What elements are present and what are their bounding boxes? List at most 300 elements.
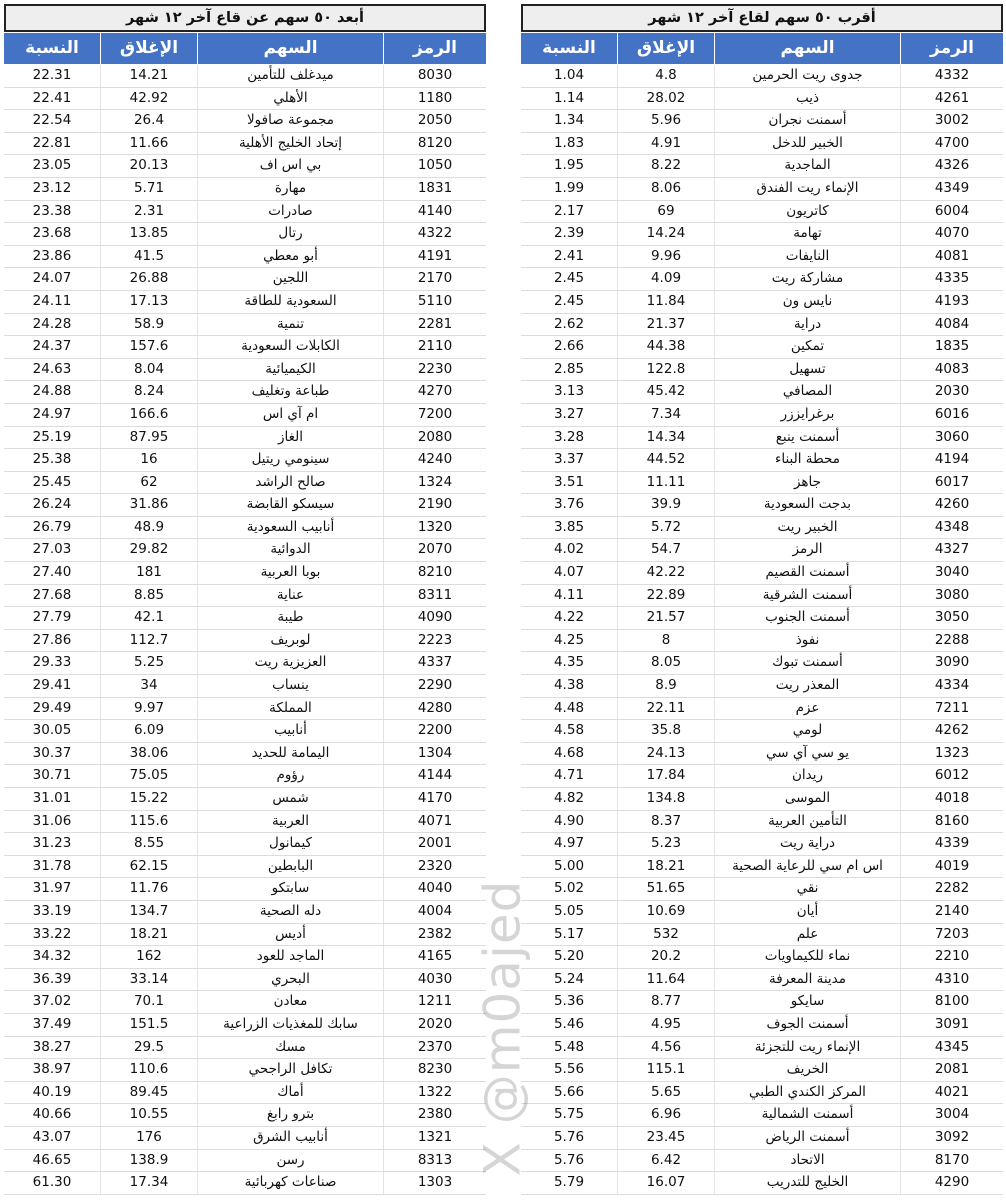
table-row	[4, 314, 486, 337]
stock-header: السهم	[198, 33, 384, 64]
table-row	[521, 223, 1003, 246]
symbol-cell: 4194	[934, 451, 970, 468]
table-row	[4, 246, 486, 269]
stock-cell: الخريف	[715, 1059, 901, 1081]
symbol-cell: 8311	[417, 586, 453, 603]
close-cell: 11.84	[618, 291, 715, 313]
ratio-cell: 2.39	[521, 223, 618, 245]
close-cell: 110.6	[101, 1059, 198, 1081]
ratio-cell: 3.28	[521, 427, 618, 449]
ratio-cell: 3.85	[521, 517, 618, 539]
close-cell: 8.85	[101, 585, 198, 607]
close-cell: 112.7	[101, 630, 198, 652]
stock-cell: نقي	[715, 878, 901, 900]
close-cell: 58.9	[101, 314, 198, 336]
symbol-cell: 3080	[934, 586, 970, 603]
close-cell: 8.05	[618, 652, 715, 674]
symbol-cell: 8170	[934, 1151, 970, 1168]
ratio-cell: 29.49	[4, 698, 101, 720]
close-cell: 16	[101, 449, 198, 471]
stock-cell: صالح الراشد	[198, 472, 384, 494]
ratio-cell: 3.51	[521, 472, 618, 494]
table-row	[4, 1150, 486, 1173]
ratio-cell: 22.81	[4, 133, 101, 155]
ratio-cell: 29.33	[4, 652, 101, 674]
table-row	[4, 720, 486, 743]
symbol-cell: 4021	[934, 1083, 970, 1100]
table-row	[4, 268, 486, 291]
table-row	[521, 675, 1003, 698]
symbol-cell: 4322	[417, 225, 453, 242]
farthest-table-header	[4, 33, 486, 64]
close-cell: 21.57	[618, 607, 715, 629]
stock-cell: أنابيب	[198, 720, 384, 742]
symbol-cell: 3092	[934, 1128, 970, 1145]
symbol-cell: 4270	[417, 383, 453, 400]
table-row	[4, 178, 486, 201]
table-row	[521, 381, 1003, 404]
ratio-cell: 29.41	[4, 675, 101, 697]
table-row	[521, 494, 1003, 517]
table-row	[521, 314, 1003, 337]
stock-cell: معادن	[198, 991, 384, 1013]
close-cell: 18.21	[101, 924, 198, 946]
table-row	[521, 1082, 1003, 1105]
table-row	[521, 427, 1003, 450]
ratio-cell: 31.06	[4, 811, 101, 833]
ratio-cell: 2.66	[521, 336, 618, 358]
stock-cell: يو سي آي سي	[715, 743, 901, 765]
stock-cell: لوبريف	[198, 630, 384, 652]
symbol-header: الرمز	[384, 33, 486, 64]
symbol-cell: 4260	[934, 496, 970, 513]
stock-cell: الإنماء ريت الفندق	[715, 178, 901, 200]
ratio-cell: 22.31	[4, 65, 101, 87]
symbol-cell: 8100	[934, 993, 970, 1010]
close-cell: 14.24	[618, 223, 715, 245]
ratio-cell: 3.37	[521, 449, 618, 471]
symbol-cell: 8313	[417, 1151, 453, 1168]
stock-cell: صناعات كهربائية	[198, 1172, 384, 1194]
close-cell: 11.64	[618, 969, 715, 991]
symbol-cell: 2110	[417, 338, 453, 355]
ratio-cell: 25.45	[4, 472, 101, 494]
table-row	[4, 1037, 486, 1060]
ratio-cell: 24.97	[4, 404, 101, 426]
close-cell: 8.04	[101, 359, 198, 381]
stock-cell: ذيب	[715, 88, 901, 110]
stock-cell: دراية ريت	[715, 833, 901, 855]
table-row	[521, 449, 1003, 472]
stock-cell: تسهيل	[715, 359, 901, 381]
table-row	[4, 1082, 486, 1105]
table-row	[4, 155, 486, 178]
close-cell: 29.82	[101, 539, 198, 561]
symbol-cell: 8120	[417, 134, 453, 151]
table-row	[521, 1127, 1003, 1150]
close-cell: 20.13	[101, 155, 198, 177]
ratio-cell: 31.97	[4, 878, 101, 900]
stock-cell: سينومي ريتيل	[198, 449, 384, 471]
close-cell: 8.24	[101, 381, 198, 403]
ratio-cell: 27.79	[4, 607, 101, 629]
close-cell: 16.07	[618, 1172, 715, 1194]
stock-cell: الماجد للعود	[198, 946, 384, 968]
stock-header: السهم	[715, 33, 901, 64]
close-cell: 22.11	[618, 698, 715, 720]
table-row	[521, 291, 1003, 314]
close-cell: 31.86	[101, 494, 198, 516]
symbol-cell: 3091	[934, 1015, 970, 1032]
symbol-cell: 4700	[934, 134, 970, 151]
stock-cell: الموسى	[715, 788, 901, 810]
close-cell: 62	[101, 472, 198, 494]
symbol-cell: 2370	[417, 1038, 453, 1055]
close-cell: 176	[101, 1127, 198, 1149]
stock-cell: العربية	[198, 811, 384, 833]
stock-cell: مجموعة صافولا	[198, 110, 384, 132]
table-row	[521, 336, 1003, 359]
stock-cell: شمس	[198, 788, 384, 810]
table-row	[521, 201, 1003, 224]
stock-cell: كيمانول	[198, 833, 384, 855]
table-row	[521, 155, 1003, 178]
symbol-cell: 1050	[417, 157, 453, 174]
table-row	[4, 1127, 486, 1150]
symbol-cell: 2200	[417, 722, 453, 739]
close-cell: 29.5	[101, 1037, 198, 1059]
symbol-cell: 4339	[934, 835, 970, 852]
close-cell: 11.76	[101, 878, 198, 900]
stock-cell: الخبير للدخل	[715, 133, 901, 155]
table-row	[4, 652, 486, 675]
table-row	[521, 720, 1003, 743]
table-row	[521, 539, 1003, 562]
symbol-cell: 2140	[934, 902, 970, 919]
table-row	[521, 359, 1003, 382]
stock-cell: بترو رابغ	[198, 1104, 384, 1126]
ratio-cell: 24.63	[4, 359, 101, 381]
symbol-cell: 4140	[417, 202, 453, 219]
symbol-cell: 4018	[934, 790, 970, 806]
ratio-cell: 25.19	[4, 427, 101, 449]
stock-cell: أديس	[198, 924, 384, 946]
table-row	[521, 562, 1003, 585]
symbol-cell: 2070	[417, 541, 453, 558]
table-row	[521, 517, 1003, 540]
ratio-cell: 23.86	[4, 246, 101, 268]
ratio-cell: 4.22	[521, 607, 618, 629]
table-row	[521, 698, 1003, 721]
stock-cell: رتال	[198, 223, 384, 245]
close-cell: 28.02	[618, 88, 715, 110]
ratio-cell: 30.37	[4, 743, 101, 765]
close-cell: 13.85	[101, 223, 198, 245]
symbol-cell: 2223	[417, 631, 453, 648]
ratio-cell: 1.83	[521, 133, 618, 155]
table-row	[521, 1037, 1003, 1060]
ratio-cell: 5.24	[521, 969, 618, 991]
ratio-cell: 3.27	[521, 404, 618, 426]
stock-cell: أسمنت الرياض	[715, 1127, 901, 1149]
table-row	[4, 607, 486, 630]
symbol-header: الرمز	[901, 33, 1003, 64]
ratio-cell: 22.41	[4, 88, 101, 110]
stock-cell: أسمنت الشمالية	[715, 1104, 901, 1126]
table-row	[4, 110, 486, 133]
stock-cell: صادرات	[198, 201, 384, 223]
stock-cell: جاهز	[715, 472, 901, 494]
table-row	[4, 494, 486, 517]
stock-cell: أنابيب الشرق	[198, 1127, 384, 1149]
table-row	[4, 991, 486, 1014]
stock-cell: العزيزية ريت	[198, 652, 384, 674]
ratio-cell: 27.40	[4, 562, 101, 584]
close-cell: 122.8	[618, 359, 715, 381]
ratio-cell: 31.23	[4, 833, 101, 855]
ratio-cell: 2.45	[521, 291, 618, 313]
symbol-cell: 2290	[417, 677, 453, 694]
stock-cell: تمكين	[715, 336, 901, 358]
close-cell: 4.09	[618, 268, 715, 290]
symbol-cell: 3050	[934, 609, 970, 626]
close-cell: 45.42	[618, 381, 715, 403]
ratio-cell: 33.22	[4, 924, 101, 946]
ratio-cell: 5.46	[521, 1014, 618, 1036]
ratio-cell: 1.99	[521, 178, 618, 200]
table-row	[4, 88, 486, 111]
symbol-cell: 2382	[417, 925, 453, 942]
symbol-cell: 4170	[417, 790, 453, 806]
ratio-cell: 1.14	[521, 88, 618, 110]
ratio-cell: 4.68	[521, 743, 618, 765]
ratio-cell: 40.66	[4, 1104, 101, 1126]
close-cell: 15.22	[101, 788, 198, 810]
close-cell: 18.21	[618, 856, 715, 878]
symbol-cell: 1180	[417, 89, 453, 106]
table-row	[4, 65, 486, 88]
symbol-cell: 4310	[934, 970, 970, 987]
stock-cell: اليمامة للحديد	[198, 743, 384, 765]
symbol-cell: 3060	[934, 428, 970, 445]
stock-cell: رؤوم	[198, 765, 384, 787]
stock-cell: عزم	[715, 698, 901, 720]
ratio-cell: 4.35	[521, 652, 618, 674]
stock-cell: ريدان	[715, 765, 901, 787]
ratio-cell: 4.38	[521, 675, 618, 697]
symbol-cell: 2170	[417, 270, 453, 287]
symbol-cell: 6012	[934, 767, 970, 784]
stock-cell: المملكة	[198, 698, 384, 720]
table-row	[4, 201, 486, 224]
symbol-cell: 4070	[934, 225, 970, 242]
ratio-cell: 25.38	[4, 449, 101, 471]
stock-cell: ينساب	[198, 675, 384, 697]
symbol-cell: 1321	[417, 1128, 453, 1145]
table-row	[4, 539, 486, 562]
stock-cell: كاتريون	[715, 201, 901, 223]
close-cell: 181	[101, 562, 198, 584]
table-row	[4, 788, 486, 811]
table-row	[4, 765, 486, 788]
table-row	[4, 404, 486, 427]
close-cell: 42.92	[101, 88, 198, 110]
ratio-cell: 40.19	[4, 1082, 101, 1104]
ratio-cell: 33.19	[4, 901, 101, 923]
stock-cell: برغرايززر	[715, 404, 901, 426]
ratio-cell: 2.85	[521, 359, 618, 381]
ratio-cell: 5.02	[521, 878, 618, 900]
ratio-cell: 24.07	[4, 268, 101, 290]
ratio-cell: 5.76	[521, 1150, 618, 1172]
ratio-cell: 5.48	[521, 1037, 618, 1059]
symbol-cell: 4191	[417, 247, 453, 264]
symbol-cell: 2190	[417, 496, 453, 513]
close-cell: 44.52	[618, 449, 715, 471]
stock-cell: البحري	[198, 969, 384, 991]
symbol-cell: 4081	[934, 247, 970, 264]
table-row	[4, 223, 486, 246]
ratio-cell: 24.37	[4, 336, 101, 358]
close-cell: 70.1	[101, 991, 198, 1013]
ratio-cell: 2.17	[521, 201, 618, 223]
ratio-cell: 4.58	[521, 720, 618, 742]
close-cell: 7.34	[618, 404, 715, 426]
ratio-cell: 38.27	[4, 1037, 101, 1059]
close-cell: 17.84	[618, 765, 715, 787]
stock-cell: أسمنت الشرقية	[715, 585, 901, 607]
symbol-cell: 4240	[417, 451, 453, 468]
close-cell: 26.4	[101, 110, 198, 132]
symbol-cell: 4084	[934, 315, 970, 332]
table-row	[521, 765, 1003, 788]
table-row	[4, 675, 486, 698]
close-cell: 22.89	[618, 585, 715, 607]
symbol-cell: 7203	[934, 925, 970, 942]
close-cell: 6.09	[101, 720, 198, 742]
symbol-cell: 7200	[417, 405, 453, 422]
table-row	[521, 88, 1003, 111]
ratio-cell: 37.02	[4, 991, 101, 1013]
close-cell: 10.69	[618, 901, 715, 923]
table-row	[4, 856, 486, 879]
symbol-cell: 3090	[934, 654, 970, 671]
stock-cell: ميدغلف للتأمين	[198, 65, 384, 87]
ratio-cell: 2.62	[521, 314, 618, 336]
symbol-cell: 1303	[417, 1174, 453, 1191]
close-cell: 38.06	[101, 743, 198, 765]
table-row	[521, 946, 1003, 969]
ratio-cell: 4.07	[521, 562, 618, 584]
close-cell: 24.13	[618, 743, 715, 765]
stock-cell: دراية	[715, 314, 901, 336]
stock-cell: الدوائية	[198, 539, 384, 561]
close-cell: 134.7	[101, 901, 198, 923]
close-cell: 9.97	[101, 698, 198, 720]
symbol-cell: 4019	[934, 857, 970, 874]
nearest-table-header	[521, 33, 1003, 64]
symbol-cell: 2320	[417, 857, 453, 874]
table-row	[521, 404, 1003, 427]
nearest-table-body	[521, 65, 1003, 1195]
close-cell: 26.88	[101, 268, 198, 290]
symbol-cell: 2001	[417, 835, 453, 852]
symbol-cell: 1323	[934, 744, 970, 761]
ratio-cell: 31.01	[4, 788, 101, 810]
stock-cell: نايس ون	[715, 291, 901, 313]
symbol-cell: 4280	[417, 699, 453, 716]
symbol-cell: 4334	[934, 677, 970, 694]
symbol-cell: 8160	[934, 812, 970, 829]
table-row	[521, 969, 1003, 992]
ratio-cell: 4.82	[521, 788, 618, 810]
stock-cell: أسمنت ينبع	[715, 427, 901, 449]
stock-cell: الماجدية	[715, 155, 901, 177]
symbol-cell: 2080	[417, 428, 453, 445]
close-cell: 4.56	[618, 1037, 715, 1059]
ratio-header: النسبة	[4, 33, 101, 64]
table-row	[521, 743, 1003, 766]
close-cell: 8.06	[618, 178, 715, 200]
ratio-cell: 23.38	[4, 201, 101, 223]
symbol-cell: 1304	[417, 744, 453, 761]
symbol-cell: 4040	[417, 880, 453, 897]
close-cell: 5.96	[618, 110, 715, 132]
ratio-cell: 5.76	[521, 1127, 618, 1149]
symbol-cell: 5110	[417, 292, 453, 309]
table-row	[521, 1150, 1003, 1173]
close-cell: 5.72	[618, 517, 715, 539]
stock-cell: لومي	[715, 720, 901, 742]
symbol-cell: 1211	[417, 993, 453, 1010]
symbol-cell: 4030	[417, 970, 453, 987]
close-cell: 75.05	[101, 765, 198, 787]
close-cell: 39.9	[618, 494, 715, 516]
stock-cell: الكابلات السعودية	[198, 336, 384, 358]
close-cell: 89.45	[101, 1082, 198, 1104]
stock-cell: الكيميائية	[198, 359, 384, 381]
symbol-cell: 2081	[934, 1061, 970, 1078]
close-cell: 87.95	[101, 427, 198, 449]
stock-cell: أيان	[715, 901, 901, 923]
stock-cell: محطة البناء	[715, 449, 901, 471]
symbol-cell: 2030	[934, 383, 970, 400]
symbol-cell: 2281	[417, 315, 453, 332]
ratio-cell: 4.25	[521, 630, 618, 652]
close-cell: 17.13	[101, 291, 198, 313]
table-row	[4, 878, 486, 901]
stock-cell: الخبير ريت	[715, 517, 901, 539]
farthest-from-low-table	[4, 4, 486, 1195]
stock-cell: الرمز	[715, 539, 901, 561]
symbol-cell: 2230	[417, 360, 453, 377]
symbol-cell: 2050	[417, 112, 453, 129]
ratio-cell: 43.07	[4, 1127, 101, 1149]
stock-cell: إتحاد الخليج الأهلية	[198, 133, 384, 155]
close-cell: 51.65	[618, 878, 715, 900]
table-row	[521, 811, 1003, 834]
close-cell: 162	[101, 946, 198, 968]
close-cell: 8.55	[101, 833, 198, 855]
ratio-cell: 23.68	[4, 223, 101, 245]
ratio-cell: 36.39	[4, 969, 101, 991]
ratio-cell: 26.79	[4, 517, 101, 539]
stock-cell: الغاز	[198, 427, 384, 449]
symbol-cell: 4335	[934, 270, 970, 287]
table-row	[4, 1014, 486, 1037]
symbol-cell: 4348	[934, 518, 970, 535]
ratio-cell: 5.20	[521, 946, 618, 968]
